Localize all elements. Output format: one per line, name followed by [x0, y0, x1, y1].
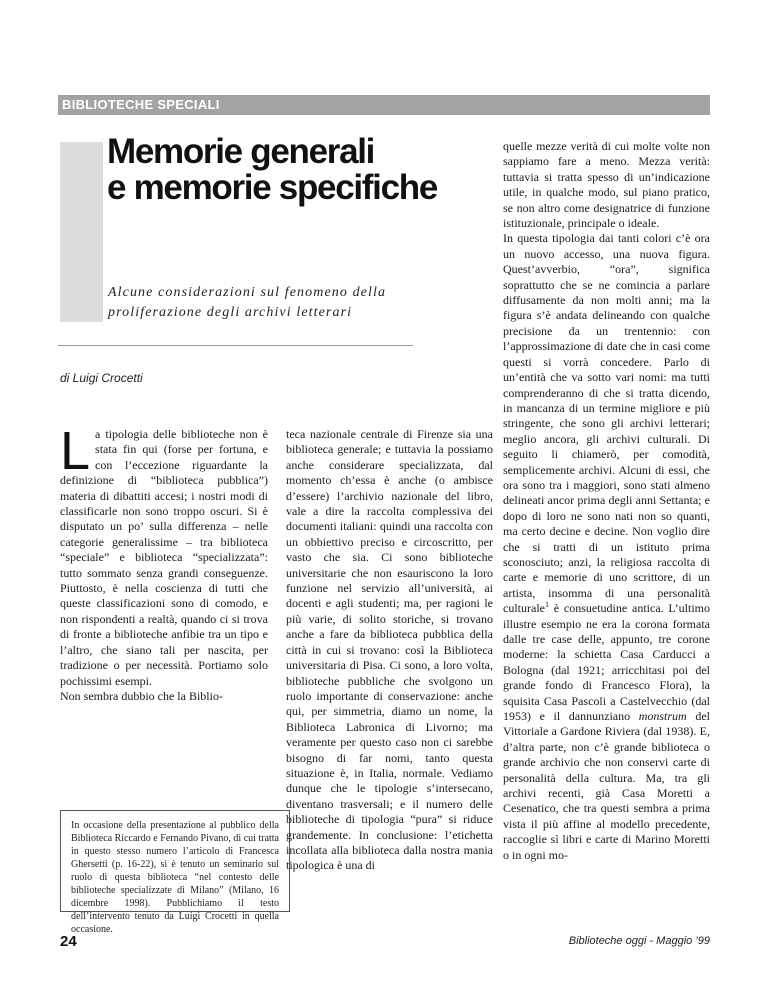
header-divider	[58, 345, 413, 346]
title-line-1: Memorie generali	[107, 132, 375, 171]
section-banner: BIBLIOTECHE SPECIALI	[58, 95, 710, 115]
column-2-body: teca nazionale centrale di Firenze sia una biblioteca generale; e tuttavia la possiamo anche considerare specializzata, dal momento ch’essa è anche (o ambisce d’essere) l’archivio nazionale del libro, vale a dire la raccolta complessiva dei documenti italiani: quindi una raccolta con un obbiettivo preciso e circoscritto, per vasto che sia. Ci sono biblioteche universitarie che non esauriscono la loro funzione nel servizio all’università, ai docenti e agli studenti; ma, per ragioni le più varie, di solito storiche, si trovano anche a fare da biblioteca pubblica della città in cui si trovano: così la Biblioteca universitaria di Pisa. Ci sono, a loro volta, biblioteche pubbliche che svolgono un ruolo importante di conservazione: anche qui, per simmetria, diamo un nome, la Biblioteca Labronica di Livorno; ma veramente per questo caso non ci sarebbe bisogno di far nomi, tanto questa situazione è, in Italia, normale. Vediamo dunque che le tipologie s’intersecano, diventano trasversali; e il numero delle biblioteche di tipologia “pura” si riduce grandemente. In conclusione: l’etichetta incollata alla biblioteca dalla nostra mania tipologica è una di	[286, 427, 493, 873]
footnote-marker: 1	[544, 600, 549, 610]
page-number: 24	[60, 933, 77, 950]
title-accent-block	[60, 142, 103, 322]
column-3-italic-term: monstrum	[638, 709, 687, 724]
byline: di Luigi Crocetti	[60, 371, 143, 385]
title-line-2: e memorie specifiche	[107, 168, 437, 207]
column-1-last-line: Non sembra dubbio che la Biblio-	[60, 688, 223, 703]
footer-publication: Biblioteche oggi - Maggio ’99	[568, 935, 710, 947]
intro-note-box: In occasione della presentazione al pubblico della Biblioteca Riccardo e Fernando Pivano, di cui tratta in questo stesso numero l’articolo di Francesca Ghersetti (p. 16-22), si è tenuto un seminario sul ruolo di questa biblioteca “nel contesto delle biblioteche specializzate di Milano” (Milano, 16 dicembre 1998). Pubblichiamo il testo dell’intervento tenuto da Luigi Crocetti in quella occasione.	[60, 810, 290, 912]
column-3-paragraph-4: del Vittoriale a Gardone Riviera (dal 1938). E, d’altra parte, non c’è grande biblioteca o grande archivio che non conservi carte di personalità della cultura. Ma, tra gli archivi recenti, già Casa Moretti a Cesenatico, che tra questi sembra a prima vista il più affine al modello precedente, raccoglie sì libri e carte di Marino Moretti o in ogni mo-	[503, 709, 710, 862]
subtitle-line-1: Alcune considerazioni sul fenomeno della	[108, 285, 387, 300]
column-3-paragraph-1: quelle mezze verità di cui molte volte non sappiamo fare a meno. Mezza verità: tuttavia si tratta spesso di un’indicazione utile, in qualche modo, sul piano pratico, se non altro come designatrice di funzione istituzionale, principale o ideale.	[503, 139, 710, 231]
subtitle-line-2: proliferazione degli archivi letterari	[108, 305, 353, 320]
column-3-paragraph-2: In questa tipologia dai tanti colori c’è ora un nuovo accesso, una nuova figura. Quest’avverbio, “ora”, significa soprattutto che se ne comincia a parlare diffusamente da non molti anni; ma la figura s’è andata delineando con qualche precisione da un trentennio: con l’approssimazione di date che in casi come questi si vorrà concedere. Parlo di un’entità che va sotto vari nomi: ma tutti comprenderanno di che si tratta dicendo, in mancanza di un termine migliore e più stringente, che sono gli archivi letterari; meglio ancora, gli archivi culturali. Di seguito li chiamerò, per comodità, semplicemente archivi. Alcuni di essi, che ora sono tra i maggiori, sono stati almeno delineati ancor prima degli anni Settanta; e dopo di loro ne sono nati non so quanti, ma certo decine e decine. Non voglio dire che si tratti di un istituto prima sconosciuto; anzi, la religiosa raccolta di carte e memorie di uno scrittore, di un artista, insomma di una personalità culturale	[503, 231, 710, 616]
column-3	[503, 139, 710, 863]
drop-cap: L	[60, 421, 91, 481]
column-3-paragraph-3: è consuetudine antica. L’ultimo illustre esempio ne era la corona formata dalle tre case delle, appunto, tre corone moderne: la schietta Casa Carducci a Bologna (dal 1921; arricchitasi poi del grande fondo di Francesco Flora), la squisita Casa Pascoli a Castelvecchio (dal 1953) e il dannunziano	[503, 601, 710, 724]
column-2	[286, 427, 493, 874]
article-subtitle	[108, 283, 408, 323]
column-1-body: a tipologia delle biblioteche non è stata fin qui (forse per fortuna, e con l’eccezione riguardante la definizione di “biblioteca pubblica”) materia di dibattiti accesi; i nostri modi di classificarle non sono troppo oscuri. Si è disputato un po’ sulla differenza – nelle categorie generalissime – tra biblioteca “speciale” e biblioteca “specializzata”: tutto sommato senza grandi conseguenze. Piuttosto, è nella coscienza di tutti che queste classificazioni sono di comodo, e non rispondenti a realtà, quando ci si trova di fronte a biblioteche anfibie tra un tipo e l’altro, che siano tali per nascita, per tradizione o per necessità. Portiamo solo pochissimi esempi.	[60, 427, 268, 688]
column-1	[60, 421, 268, 704]
article-title	[107, 134, 437, 206]
